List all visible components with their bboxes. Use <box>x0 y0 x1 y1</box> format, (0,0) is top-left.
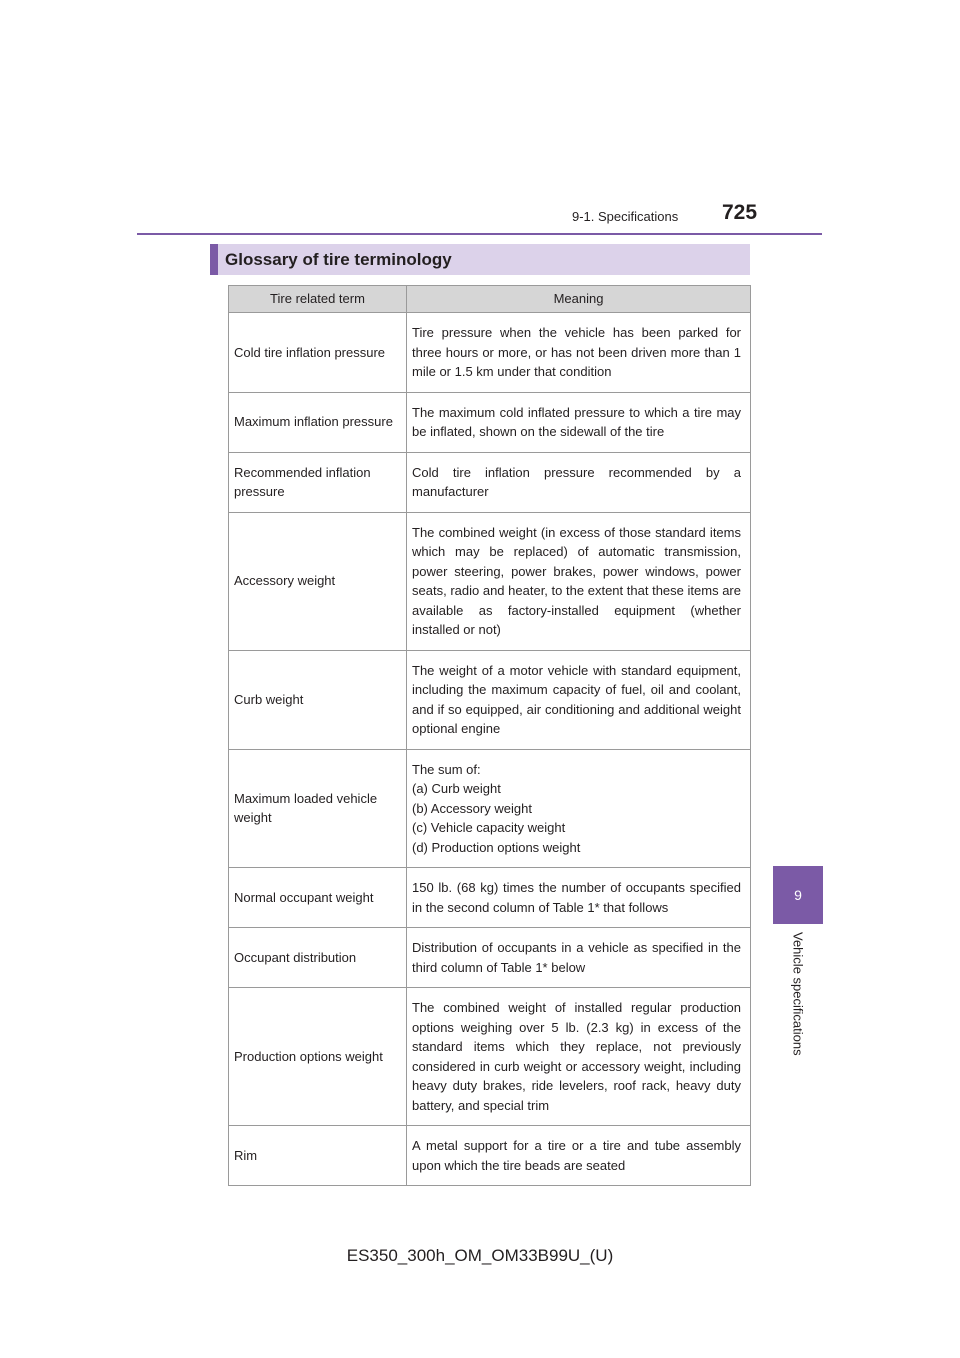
header-rule <box>137 233 822 235</box>
section-title <box>210 244 750 275</box>
table-row <box>229 512 751 650</box>
document-code: ES350_300h_OM_OM33B99U_(U) <box>346 1246 614 1265</box>
meaning-cell: The maximum cold inflated pressure to which a tire may be inflated, shown on the sidewall of the tire <box>407 392 751 452</box>
table-header-row <box>229 286 751 313</box>
section-label: 9-1. Specifications <box>572 209 679 224</box>
meaning-cell <box>407 749 751 868</box>
page-number: 725 <box>722 201 758 224</box>
glossary-table <box>228 285 751 1186</box>
column-header-term: Tire related term <box>229 286 407 313</box>
chapter-label: Vehicle specifications <box>790 932 806 1056</box>
term-cell: Accessory weight <box>229 512 407 650</box>
meaning-cell: Tire pressure when the vehicle has been parked for three hours or more, or has not been driven more than 1 mile or 1.5 km under that condition <box>407 313 751 393</box>
term-cell: Cold tire inflation pressure <box>229 313 407 393</box>
meaning-cell: Cold tire inflation pressure recommended by a manufacturer <box>407 452 751 512</box>
table-row <box>229 868 751 928</box>
term-cell: Rim <box>229 1126 407 1186</box>
term-cell: Occupant distribution <box>229 928 407 988</box>
term-cell: Maximum inflation pressure <box>229 392 407 452</box>
section-title-text: Glossary of tire terminology <box>225 249 452 269</box>
meaning-cell: A metal support for a tire or a tire and tube assembly upon which the tire beads are seated <box>407 1126 751 1186</box>
meaning-line: (c) Vehicle capacity weight <box>412 820 566 835</box>
meaning-line: The sum of: <box>412 761 481 777</box>
term-cell: Production options weight <box>229 988 407 1126</box>
meaning-line: (d) Production options weight <box>412 839 581 855</box>
meaning-line: (b) Accessory weight <box>412 800 532 816</box>
term-cell: Curb weight <box>229 650 407 749</box>
meaning-cell: The combined weight of installed regular production options weighing over 5 lb. (2.3 kg) in excess of the standard items which they replace, not previously considered in curb weight or accessory weight, including heavy duty brakes, ride levelers, roof rack, heavy duty battery, and special trim <box>407 988 751 1126</box>
term-cell: Recommended inflation pressure <box>229 452 407 512</box>
meaning-cell: Distribution of occupants in a vehicle as specified in the third column of Table 1* below <box>407 928 751 988</box>
meaning-cell: 150 lb. (68 kg) times the number of occupants specified in the second column of Table 1* that follows <box>407 868 751 928</box>
meaning-cell: The weight of a motor vehicle with standard equipment, including the maximum capacity of fuel, oil and coolant, and if so equipped, air conditioning and additional weight optional engine <box>407 650 751 749</box>
table-row <box>229 749 751 868</box>
chapter-number: 9 <box>794 887 802 903</box>
table-row <box>229 1126 751 1186</box>
chapter-tab <box>773 866 823 924</box>
table-row <box>229 988 751 1126</box>
table-row <box>229 313 751 393</box>
table-row <box>229 392 751 452</box>
table-row <box>229 452 751 512</box>
term-cell: Normal occupant weight <box>229 868 407 928</box>
term-cell: Maximum loaded vehicle weight <box>229 749 407 868</box>
column-header-meaning: Meaning <box>407 286 751 313</box>
table-row <box>229 650 751 749</box>
meaning-cell: The combined weight (in excess of those standard items which may be replaced) of automatic transmission, power steering, power brakes, power windows, power seats, radio and heater, to the extent that these items are available as factory-installed equipment (whether installed or not) <box>407 512 751 650</box>
table-row <box>229 928 751 988</box>
meaning-line: (a) Curb weight <box>412 781 501 796</box>
